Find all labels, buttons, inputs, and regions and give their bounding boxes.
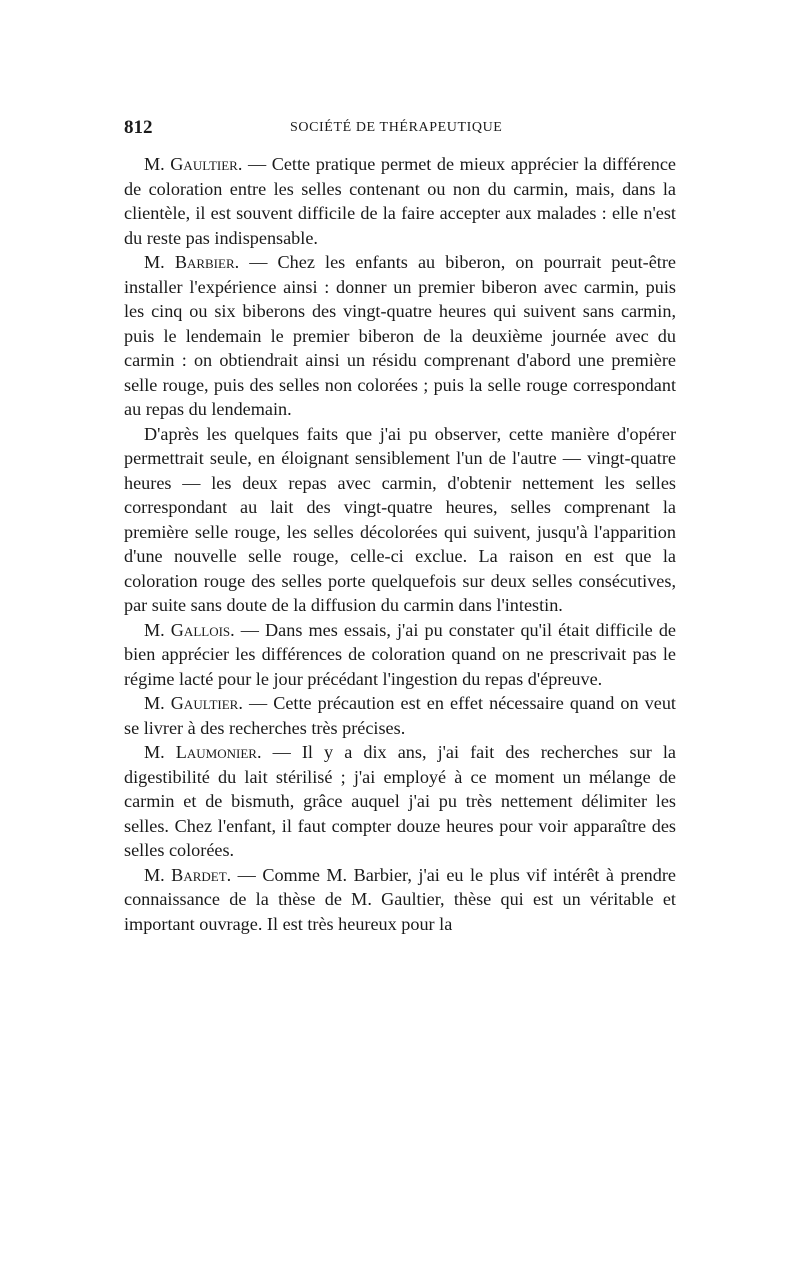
- body-text: [124, 152, 676, 936]
- paragraph-text: — Cette pratique permet de mieux apprécier la différence de coloration entre les selles contenant ou non du carmin, mais, dans la clientèle, il est souvent difficile de la faire accepter aux malades : elle n'est du reste pas indispensable.: [124, 154, 677, 248]
- paragraph-text: D'après les quelques faits que j'ai pu observer, cette manière d'opérer permettrait seule, en éloignant sensiblement l'un de l'autre — vingt-quatre heures — les deux repas avec carmin, d'obtenir nettement les selles correspondant au lait des vingt-quatre heures, selles comprenant la première selle rouge, les selles décolorées qui suivent, jusqu'à l'apparition d'une nouvelle selle rouge, celle-ci exclue. La raison en est que la coloration rouge des selles porte quelquefois sur deux selles consécutives, par suite sans doute de la diffusion du carmin dans l'intestin.: [124, 423, 676, 615]
- paragraph-gaultier-2: [124, 691, 676, 740]
- paragraph-barbier-continued: [124, 422, 676, 618]
- paragraph-barbier: [124, 250, 676, 422]
- speaker-name: M. Gaultier.: [144, 693, 243, 713]
- running-head: [124, 117, 676, 141]
- speaker-name: M. Bardet.: [144, 864, 232, 885]
- paragraph-gaultier-1: [124, 152, 676, 250]
- speaker-name: M. Laumonier.: [144, 742, 262, 762]
- paragraph-text: — Il y a dix ans, j'ai fait des recherches sur la digestibilité du lait stérilisé ; j'ai employé à ce moment un mélange de carmin et de bismuth, grâce auquel j'ai pu très nettement délimiter les selles. Chez l'enfant, il faut compter douze heures pour voir apparaître des selles colorées.: [124, 742, 676, 860]
- paragraph-text: — Dans mes essais, j'ai pu constater qu'il était difficile de bien apprécier les différences de coloration quand on ne prescrivait pas le régime lacté pour le jour précédant l'ingestion du repas d'épreuve.: [124, 619, 676, 689]
- page-number: 812: [124, 117, 153, 138]
- speaker-name: M. Gallois.: [144, 619, 235, 640]
- speaker-name: M. Gaultier.: [144, 154, 243, 174]
- speaker-name: M. Barbier.: [144, 252, 240, 272]
- paragraph-gallois: [124, 618, 676, 692]
- paragraph-text: — Comme M. Barbier, j'ai eu le plus vif intérêt à prendre connaissance de la thèse de M. Gaultier, thèse qui est un véritable et important ouvrage. Il est très heureux pour la: [124, 864, 676, 934]
- paragraph-text: — Cette précaution est en effet nécessaire quand on veut se livrer à des recherches très précises.: [124, 693, 676, 738]
- paragraph-laumonier: [124, 740, 676, 863]
- paragraph-text: — Chez les enfants au biberon, on pourrait peut-être installer l'expérience ainsi : donner un premier biberon avec carmin, puis les cinq ou six biberons des vingt-quatre heures qui suivent sans carmin, puis le lendemain le premier biberon de la deuxième journée avec du carmin : on obtiendrait ainsi un résidu comprenant d'abord une première selle rouge, puis des selles non colorées ; puis la selle rouge correspondant au repas du lendemain.: [124, 252, 676, 419]
- running-title: SOCIÉTÉ DE THÉRAPEUTIQUE: [290, 120, 503, 135]
- paragraph-bardet: [124, 863, 676, 937]
